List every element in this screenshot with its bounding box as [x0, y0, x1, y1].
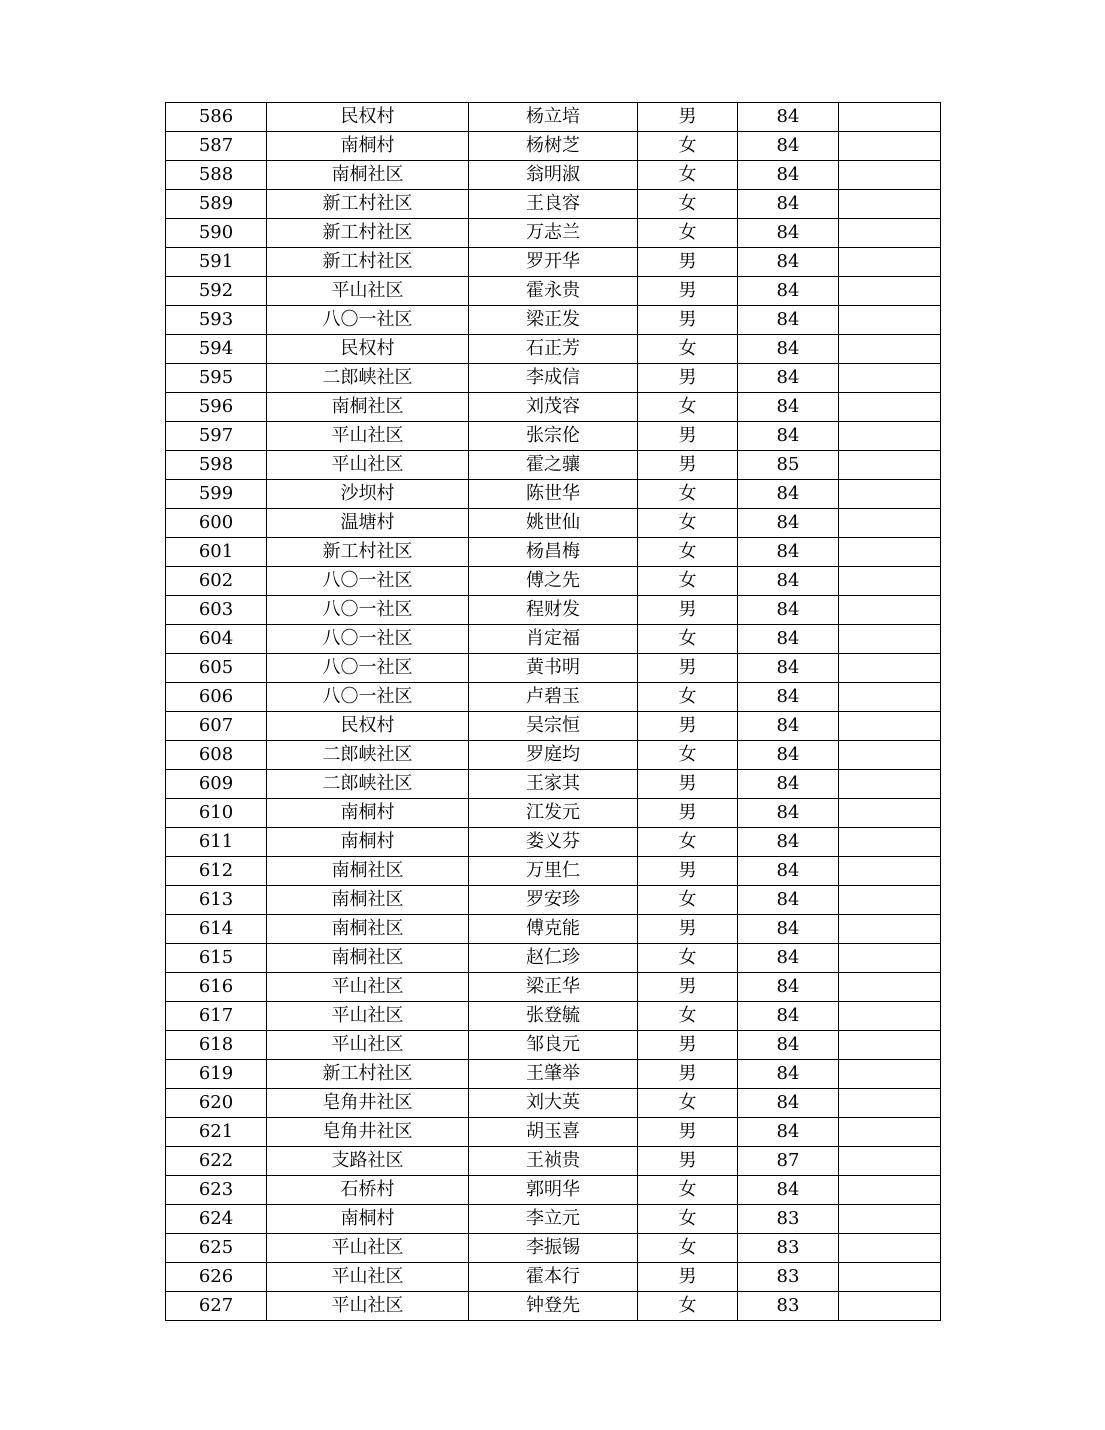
name-cell: 李立元: [469, 1205, 638, 1234]
age-cell: 84: [738, 654, 839, 683]
gender-cell: 女: [638, 625, 738, 654]
name-cell: 张登毓: [469, 1002, 638, 1031]
community-cell: 二郎峡社区: [267, 364, 469, 393]
community-cell: 南桐村: [267, 1205, 469, 1234]
gender-cell: 女: [638, 161, 738, 190]
name-cell: 王祯贵: [469, 1147, 638, 1176]
table-row: [166, 1292, 941, 1321]
remarks-cell: [839, 828, 941, 857]
community-cell: 南桐村: [267, 799, 469, 828]
table-row: [166, 248, 941, 277]
serial-number-cell: 589: [166, 190, 267, 219]
table-row: [166, 277, 941, 306]
age-cell: 84: [738, 509, 839, 538]
remarks-cell: [839, 886, 941, 915]
serial-number-cell: 594: [166, 335, 267, 364]
serial-number-cell: 607: [166, 712, 267, 741]
community-cell: 平山社区: [267, 277, 469, 306]
community-cell: 二郎峡社区: [267, 770, 469, 799]
name-cell: 梁正华: [469, 973, 638, 1002]
gender-cell: 男: [638, 248, 738, 277]
gender-cell: 男: [638, 973, 738, 1002]
serial-number-cell: 604: [166, 625, 267, 654]
serial-number-cell: 605: [166, 654, 267, 683]
gender-cell: 女: [638, 1002, 738, 1031]
age-cell: 83: [738, 1263, 839, 1292]
community-cell: 南桐社区: [267, 393, 469, 422]
community-cell: 温塘村: [267, 509, 469, 538]
age-cell: 84: [738, 857, 839, 886]
community-cell: 平山社区: [267, 973, 469, 1002]
serial-number-cell: 591: [166, 248, 267, 277]
age-cell: 84: [738, 886, 839, 915]
serial-number-cell: 600: [166, 509, 267, 538]
age-cell: 84: [738, 364, 839, 393]
remarks-cell: [839, 364, 941, 393]
remarks-cell: [839, 683, 941, 712]
remarks-cell: [839, 1263, 941, 1292]
remarks-cell: [839, 335, 941, 364]
gender-cell: 男: [638, 306, 738, 335]
age-cell: 84: [738, 770, 839, 799]
gender-cell: 男: [638, 654, 738, 683]
remarks-cell: [839, 973, 941, 1002]
table-row: [166, 132, 941, 161]
name-cell: 杨树芝: [469, 132, 638, 161]
name-cell: 邹良元: [469, 1031, 638, 1060]
name-cell: 程财发: [469, 596, 638, 625]
community-cell: 新工村社区: [267, 1060, 469, 1089]
remarks-cell: [839, 1089, 941, 1118]
serial-number-cell: 617: [166, 1002, 267, 1031]
name-cell: 石正芳: [469, 335, 638, 364]
community-cell: 平山社区: [267, 451, 469, 480]
name-cell: 娄义芬: [469, 828, 638, 857]
name-cell: 万里仁: [469, 857, 638, 886]
community-cell: 新工村社区: [267, 538, 469, 567]
gender-cell: 女: [638, 1089, 738, 1118]
community-cell: 民权村: [267, 335, 469, 364]
serial-number-cell: 608: [166, 741, 267, 770]
community-cell: 南桐社区: [267, 161, 469, 190]
community-cell: 八〇一社区: [267, 596, 469, 625]
table-row: [166, 364, 941, 393]
age-cell: 84: [738, 161, 839, 190]
table-row: [166, 451, 941, 480]
name-cell: 罗庭均: [469, 741, 638, 770]
remarks-cell: [839, 625, 941, 654]
remarks-cell: [839, 509, 941, 538]
remarks-cell: [839, 1031, 941, 1060]
table-row: [166, 712, 941, 741]
gender-cell: 女: [638, 538, 738, 567]
table-row: [166, 944, 941, 973]
name-cell: 傅之先: [469, 567, 638, 596]
age-cell: 84: [738, 103, 839, 132]
serial-number-cell: 586: [166, 103, 267, 132]
remarks-cell: [839, 219, 941, 248]
age-cell: 84: [738, 741, 839, 770]
serial-number-cell: 621: [166, 1118, 267, 1147]
serial-number-cell: 593: [166, 306, 267, 335]
gender-cell: 男: [638, 451, 738, 480]
gender-cell: 女: [638, 1234, 738, 1263]
name-cell: 杨昌梅: [469, 538, 638, 567]
gender-cell: 女: [638, 683, 738, 712]
gender-cell: 女: [638, 509, 738, 538]
remarks-cell: [839, 277, 941, 306]
gender-cell: 男: [638, 277, 738, 306]
community-cell: 八〇一社区: [267, 567, 469, 596]
age-cell: 84: [738, 1176, 839, 1205]
name-cell: 钟登先: [469, 1292, 638, 1321]
gender-cell: 女: [638, 219, 738, 248]
age-cell: 84: [738, 799, 839, 828]
serial-number-cell: 624: [166, 1205, 267, 1234]
gender-cell: 女: [638, 828, 738, 857]
age-cell: 84: [738, 1060, 839, 1089]
table-row: [166, 886, 941, 915]
table-row: [166, 1060, 941, 1089]
table-row: [166, 799, 941, 828]
gender-cell: 男: [638, 364, 738, 393]
remarks-cell: [839, 741, 941, 770]
remarks-cell: [839, 1234, 941, 1263]
community-cell: 南桐村: [267, 828, 469, 857]
community-cell: 南桐社区: [267, 857, 469, 886]
age-cell: 84: [738, 248, 839, 277]
name-cell: 吴宗恒: [469, 712, 638, 741]
community-cell: 平山社区: [267, 1002, 469, 1031]
community-cell: 平山社区: [267, 1234, 469, 1263]
roster-table-container: [165, 102, 941, 1321]
gender-cell: 男: [638, 1060, 738, 1089]
serial-number-cell: 603: [166, 596, 267, 625]
age-cell: 84: [738, 422, 839, 451]
table-row: [166, 654, 941, 683]
table-row: [166, 538, 941, 567]
table-row: [166, 1089, 941, 1118]
table-row: [166, 1118, 941, 1147]
age-cell: 84: [738, 683, 839, 712]
age-cell: 84: [738, 944, 839, 973]
table-row: [166, 1176, 941, 1205]
table-row: [166, 480, 941, 509]
gender-cell: 男: [638, 915, 738, 944]
name-cell: 霍永贵: [469, 277, 638, 306]
name-cell: 王良容: [469, 190, 638, 219]
table-row: [166, 567, 941, 596]
table-row: [166, 161, 941, 190]
community-cell: 民权村: [267, 103, 469, 132]
table-row: [166, 509, 941, 538]
table-row: [166, 1263, 941, 1292]
remarks-cell: [839, 306, 941, 335]
name-cell: 霍本行: [469, 1263, 638, 1292]
age-cell: 84: [738, 538, 839, 567]
table-row: [166, 103, 941, 132]
age-cell: 84: [738, 219, 839, 248]
name-cell: 郭明华: [469, 1176, 638, 1205]
table-row: [166, 770, 941, 799]
serial-number-cell: 619: [166, 1060, 267, 1089]
serial-number-cell: 610: [166, 799, 267, 828]
community-cell: 平山社区: [267, 1031, 469, 1060]
table-row: [166, 683, 941, 712]
age-cell: 84: [738, 973, 839, 1002]
serial-number-cell: 613: [166, 886, 267, 915]
age-cell: 84: [738, 712, 839, 741]
table-row: [166, 190, 941, 219]
name-cell: 梁正发: [469, 306, 638, 335]
name-cell: 杨立培: [469, 103, 638, 132]
remarks-cell: [839, 393, 941, 422]
gender-cell: 男: [638, 799, 738, 828]
gender-cell: 男: [638, 1031, 738, 1060]
serial-number-cell: 595: [166, 364, 267, 393]
gender-cell: 男: [638, 857, 738, 886]
remarks-cell: [839, 654, 941, 683]
gender-cell: 男: [638, 103, 738, 132]
remarks-cell: [839, 480, 941, 509]
remarks-cell: [839, 799, 941, 828]
table-row: [166, 596, 941, 625]
name-cell: 李成信: [469, 364, 638, 393]
gender-cell: 男: [638, 770, 738, 799]
community-cell: 八〇一社区: [267, 625, 469, 654]
remarks-cell: [839, 248, 941, 277]
table-row: [166, 422, 941, 451]
remarks-cell: [839, 915, 941, 944]
remarks-cell: [839, 1002, 941, 1031]
serial-number-cell: 597: [166, 422, 267, 451]
serial-number-cell: 614: [166, 915, 267, 944]
remarks-cell: [839, 857, 941, 886]
remarks-cell: [839, 770, 941, 799]
age-cell: 84: [738, 190, 839, 219]
age-cell: 84: [738, 480, 839, 509]
table-row: [166, 1002, 941, 1031]
age-cell: 84: [738, 1031, 839, 1060]
age-cell: 84: [738, 132, 839, 161]
remarks-cell: [839, 1292, 941, 1321]
age-cell: 87: [738, 1147, 839, 1176]
age-cell: 84: [738, 277, 839, 306]
name-cell: 翁明淑: [469, 161, 638, 190]
serial-number-cell: 587: [166, 132, 267, 161]
serial-number-cell: 625: [166, 1234, 267, 1263]
community-cell: 平山社区: [267, 1292, 469, 1321]
name-cell: 罗开华: [469, 248, 638, 277]
name-cell: 陈世华: [469, 480, 638, 509]
remarks-cell: [839, 567, 941, 596]
table-row: [166, 393, 941, 422]
name-cell: 张宗伦: [469, 422, 638, 451]
community-cell: 南桐社区: [267, 886, 469, 915]
gender-cell: 女: [638, 1292, 738, 1321]
serial-number-cell: 606: [166, 683, 267, 712]
name-cell: 胡玉喜: [469, 1118, 638, 1147]
table-row: [166, 219, 941, 248]
name-cell: 黄书明: [469, 654, 638, 683]
serial-number-cell: 623: [166, 1176, 267, 1205]
community-cell: 八〇一社区: [267, 654, 469, 683]
gender-cell: 男: [638, 1147, 738, 1176]
gender-cell: 男: [638, 1263, 738, 1292]
age-cell: 84: [738, 915, 839, 944]
serial-number-cell: 618: [166, 1031, 267, 1060]
serial-number-cell: 598: [166, 451, 267, 480]
name-cell: 刘茂容: [469, 393, 638, 422]
age-cell: 83: [738, 1234, 839, 1263]
gender-cell: 女: [638, 1176, 738, 1205]
name-cell: 霍之骧: [469, 451, 638, 480]
community-cell: 南桐社区: [267, 944, 469, 973]
name-cell: 赵仁珍: [469, 944, 638, 973]
gender-cell: 女: [638, 132, 738, 161]
name-cell: 王肇举: [469, 1060, 638, 1089]
name-cell: 罗安珍: [469, 886, 638, 915]
table-row: [166, 741, 941, 770]
name-cell: 江发元: [469, 799, 638, 828]
remarks-cell: [839, 161, 941, 190]
serial-number-cell: 609: [166, 770, 267, 799]
age-cell: 84: [738, 828, 839, 857]
age-cell: 84: [738, 1089, 839, 1118]
remarks-cell: [839, 451, 941, 480]
gender-cell: 女: [638, 480, 738, 509]
name-cell: 王家其: [469, 770, 638, 799]
serial-number-cell: 592: [166, 277, 267, 306]
serial-number-cell: 596: [166, 393, 267, 422]
name-cell: 李振锡: [469, 1234, 638, 1263]
serial-number-cell: 611: [166, 828, 267, 857]
community-cell: 二郎峡社区: [267, 741, 469, 770]
name-cell: 刘大英: [469, 1089, 638, 1118]
gender-cell: 男: [638, 1118, 738, 1147]
remarks-cell: [839, 1118, 941, 1147]
serial-number-cell: 590: [166, 219, 267, 248]
table-row: [166, 335, 941, 364]
gender-cell: 女: [638, 567, 738, 596]
remarks-cell: [839, 132, 941, 161]
remarks-cell: [839, 103, 941, 132]
age-cell: 83: [738, 1205, 839, 1234]
serial-number-cell: 622: [166, 1147, 267, 1176]
community-cell: 新工村社区: [267, 219, 469, 248]
age-cell: 83: [738, 1292, 839, 1321]
serial-number-cell: 588: [166, 161, 267, 190]
serial-number-cell: 601: [166, 538, 267, 567]
remarks-cell: [839, 422, 941, 451]
serial-number-cell: 616: [166, 973, 267, 1002]
table-row: [166, 973, 941, 1002]
serial-number-cell: 615: [166, 944, 267, 973]
age-cell: 84: [738, 625, 839, 654]
roster-table: [165, 102, 941, 1321]
age-cell: 84: [738, 1002, 839, 1031]
community-cell: 平山社区: [267, 422, 469, 451]
community-cell: 皂角井社区: [267, 1089, 469, 1118]
community-cell: 新工村社区: [267, 190, 469, 219]
table-row: [166, 1234, 941, 1263]
community-cell: 民权村: [267, 712, 469, 741]
table-row: [166, 1147, 941, 1176]
community-cell: 南桐社区: [267, 915, 469, 944]
community-cell: 南桐村: [267, 132, 469, 161]
table-row: [166, 306, 941, 335]
community-cell: 皂角井社区: [267, 1118, 469, 1147]
table-row: [166, 857, 941, 886]
name-cell: 傅克能: [469, 915, 638, 944]
serial-number-cell: 627: [166, 1292, 267, 1321]
community-cell: 沙坝村: [267, 480, 469, 509]
remarks-cell: [839, 1147, 941, 1176]
remarks-cell: [839, 190, 941, 219]
remarks-cell: [839, 538, 941, 567]
community-cell: 支路社区: [267, 1147, 469, 1176]
remarks-cell: [839, 712, 941, 741]
remarks-cell: [839, 1176, 941, 1205]
serial-number-cell: 612: [166, 857, 267, 886]
gender-cell: 女: [638, 886, 738, 915]
remarks-cell: [839, 596, 941, 625]
age-cell: 84: [738, 306, 839, 335]
age-cell: 84: [738, 1118, 839, 1147]
table-row: [166, 1205, 941, 1234]
roster-table-body: [166, 103, 941, 1321]
gender-cell: 男: [638, 712, 738, 741]
community-cell: 八〇一社区: [267, 306, 469, 335]
table-row: [166, 828, 941, 857]
age-cell: 84: [738, 567, 839, 596]
serial-number-cell: 602: [166, 567, 267, 596]
gender-cell: 男: [638, 596, 738, 625]
remarks-cell: [839, 944, 941, 973]
gender-cell: 女: [638, 1205, 738, 1234]
age-cell: 84: [738, 335, 839, 364]
gender-cell: 女: [638, 741, 738, 770]
gender-cell: 女: [638, 393, 738, 422]
name-cell: 肖定福: [469, 625, 638, 654]
gender-cell: 男: [638, 422, 738, 451]
age-cell: 85: [738, 451, 839, 480]
serial-number-cell: 599: [166, 480, 267, 509]
gender-cell: 女: [638, 944, 738, 973]
table-row: [166, 915, 941, 944]
gender-cell: 女: [638, 335, 738, 364]
community-cell: 石桥村: [267, 1176, 469, 1205]
age-cell: 84: [738, 393, 839, 422]
community-cell: 新工村社区: [267, 248, 469, 277]
name-cell: 万志兰: [469, 219, 638, 248]
serial-number-cell: 620: [166, 1089, 267, 1118]
gender-cell: 女: [638, 190, 738, 219]
community-cell: 平山社区: [267, 1263, 469, 1292]
table-row: [166, 1031, 941, 1060]
name-cell: 姚世仙: [469, 509, 638, 538]
name-cell: 卢碧玉: [469, 683, 638, 712]
remarks-cell: [839, 1060, 941, 1089]
remarks-cell: [839, 1205, 941, 1234]
table-row: [166, 625, 941, 654]
community-cell: 八〇一社区: [267, 683, 469, 712]
serial-number-cell: 626: [166, 1263, 267, 1292]
age-cell: 84: [738, 596, 839, 625]
